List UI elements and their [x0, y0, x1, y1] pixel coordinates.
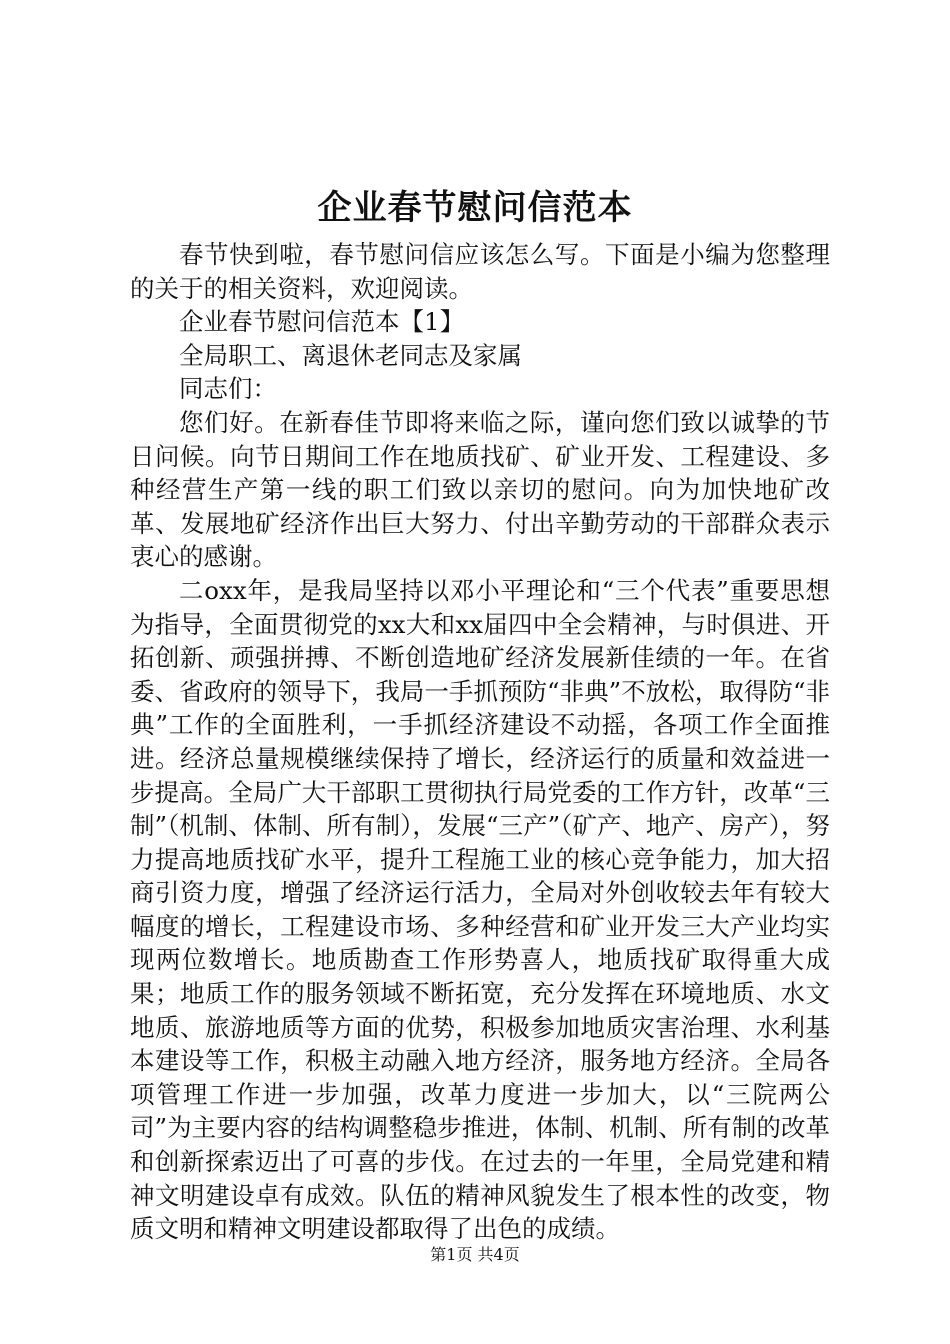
- page-number: 第1页 共4页: [430, 1245, 520, 1264]
- salutation-line: 同志们：: [179, 374, 277, 404]
- section-heading: 企业春节慰问信范本【1】: [179, 307, 465, 337]
- review-paragraph: 二oxx年，是我局坚持以邓小平理论和“三个代表”重要思想为指导，全面贯彻党的xx大和xx届四中全会精神，与时俱进、开拓创新、顽强拼搏、不断创造地矿经济发展新佳绩的一年。在省委、省政府的领导下，我局一手抓预防“非典”不放松，取得防“非典”工作的全面胜利，一手抓经济建设不动摇，各项工作全面推进。经济总量规模继续保持了增长，经济运行的质量和效益进一步提高。全局广大干部职工贯彻执行局党委的工作方针，改革“三制”（机制、体制、所有制），发展“三产”（矿产、地产、房产），努力提高地质找矿水平，提升工程施工业的核心竞争能力，加大招商引资力度，增强了经济运行活力，全局对外创收较去年有较大幅度的增长，工程建设市场、多种经营和矿业开发三大产业均实现两位数增长。地质勘查工作形势喜人，地质找矿取得重大成果；地质工作的服务领域不断拓宽，充分发挥在环境地质、水文地质、旅游地质等方面的优势，积极参加地质灾害治理、水利基本建设等工作，积极主动融入地方经济，服务地方经济。全局各项管理工作进一步加强，改革力度进一步加大，以“三院两公司”为主要内容的结构调整稳步推进，体制、机制、所有制的改革和创新探索迈出了可喜的步伐。在过去的一年里，全局党建和精神文明建设卓有成效。队伍的精神风貌发生了根本性的改变，物质文明和精神文明建设都取得了出色的成绩。: [130, 575, 830, 1244]
- intro-paragraph: 春节快到啦，春节慰问信应该怎么写。下面是小编为您整理的关于的相关资料，欢迎阅读。: [130, 240, 830, 303]
- document-title: 企业春节慰问信范本: [317, 188, 633, 228]
- recipient-line: 全局职工、离退休老同志及家属: [179, 340, 522, 370]
- greeting-paragraph: 您们好。在新春佳节即将来临之际，谨向您们致以诚挚的节日问候。向节日期间工作在地质找矿、矿业开发、工程建设、多种经营生产第一线的职工们致以亲切的慰问。向为加快地矿改革、发展地矿经济作出巨大努力、付出辛勤劳动的干部群众表示衷心的感谢。: [130, 407, 830, 572]
- document-body: [130, 238, 830, 1246]
